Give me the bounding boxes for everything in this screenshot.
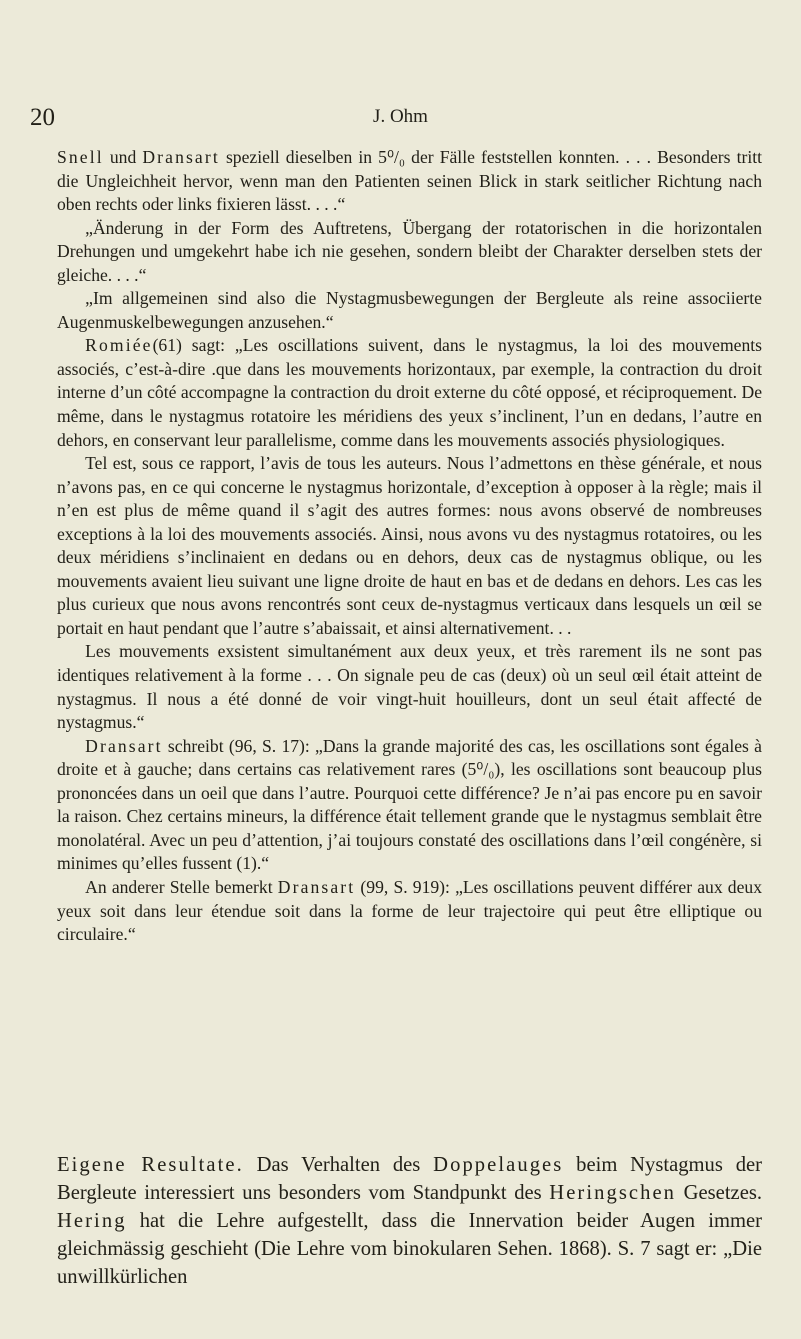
paragraph-6 — [57, 640, 762, 734]
running-head: J. Ohm — [373, 106, 428, 127]
paragraph-text: Das Verhalten des — [243, 1154, 434, 1176]
paragraph-4 — [57, 334, 762, 452]
paragraph-text: beim Nystagmus der Bergleute interessiert uns besonders vom Standpunkt des — [57, 1154, 762, 1204]
author-name: Heringschen — [549, 1182, 677, 1204]
author-name: Dransart — [85, 735, 163, 756]
paragraph-text: hat die Lehre aufgestellt, dass die Innervation beider Augen immer gleichmässig geschieht (Die Lehre vom binokularen Sehen. 1868). S. 7 sagt er: „Die unwillkürlichen — [57, 1210, 762, 1288]
paragraph-text: (99, S. 919): „Les oscillations peuvent différer aux deux yeux soit dans leur étendue soit dans la forme de leur trajectoire qui peut être elliptique ou circulaire.“ — [57, 876, 762, 945]
closing-section — [57, 1151, 762, 1291]
closing-paragraph — [57, 1151, 762, 1291]
paragraph-text: (61) sagt: „Les oscillations suivent, dans le nystagmus, la loi des mouvements associés, c’est-à-dire .que dans les mouvements horizontaux, par exemple, la contraction du droit interne d’un côté accompagne la contraction du droit externe du côté opposé, et réciproquement. De même, dans le nystagmus rotatoire les méridiens des yeux s’inclinent, l’un en dedans, l’autre en dehors, en conservant leur parallelisme, comme dans les mouvements associés physiologiques. — [57, 335, 762, 450]
author-name: Dransart — [277, 876, 356, 897]
page-number: 20 — [30, 104, 55, 131]
section-heading: Eigene Resultate. — [57, 1154, 244, 1176]
author-name: Romiée — [85, 335, 153, 356]
paragraph-text: Tel est, sous ce rapport, l’avis de tous les auteurs. Nous l’admettons en thèse générale, et nous n’avons pas, en ce qui concerne le nystagmus horizontale, d’exception à opposer à la règle; mais il n’en est plus de même quand il s’agit des autres formes: nous avons observé de nombreuses exceptions à la loi des mouvements associés. Ainsi, nous avons vu des nystagmus rotatoires, ou les deux méridiens s’inclinaient en dedans ou en dehors, deux cas de nystagmus oblique, ou les mouvements avaient lieu suivant une ligne droite de haut en bas et de dedans en dehors. Les cas les plus curieux que nous avons rencontrés sont ceux de-nystagmus verticaux dans lesquels un œil se portait en haut pendant que l’autre s’abaissait, et ainsi alternativement. . . — [57, 453, 762, 638]
paragraph-text: schreibt (96, S. 17): „Dans la grande majorité des cas, les oscillations sont égales à droite et à gauche; dans certains cas relativement rares (5⁰/₀), les oscillations sont beaucoup plus prononcées dans un oeil que dans l’autre. Pourquoi cette différence? Je n’ai pas encore pu en savoir la raison. Chez certains mineurs, la différence était tellement grande que le nystagmus semblait être monolatéral. Avec un peu d’attention, j’ai toujours constaté des oscillations dans l’œil congénère, si minimes qu’elles fussent (1).“ — [57, 735, 762, 874]
author-name: Dransart — [142, 147, 220, 167]
page-header — [0, 104, 801, 140]
paragraph-3 — [57, 287, 762, 334]
author-name: Snell — [57, 147, 104, 167]
paragraph-8 — [57, 876, 762, 947]
paragraph-text: „Im allgemeinen sind also die Nystagmusbewegungen der Bergleute als reine associierte Augenmuskelbewegungen anzusehen.“ — [57, 288, 762, 332]
paragraph-7 — [57, 735, 762, 876]
body-text — [57, 146, 762, 947]
emphasized-term: Doppelauges — [433, 1154, 564, 1176]
paragraph-text: An anderer Stelle bemerkt — [85, 876, 278, 897]
paragraph-text: Les mouvements exsistent simultanément aux deux yeux, et très rarement ils ne sont pas identiques relativement à la forme . . . On signale peu de cas (deux) où un seul œil était atteint de nystagmus. Il nous a été donné de voir vingt-huit houilleurs, dont un seul était affecté de nystagmus.“ — [57, 641, 762, 733]
paragraph-text: Gesetzes. — [676, 1182, 762, 1204]
author-name: Hering — [57, 1210, 127, 1232]
paragraph-text: „Änderung in der Form des Auftretens, Übergang der rotatorischen in die horizontalen Drehungen und umgekehrt habe ich nie gesehen, sondern bleibt der Charakter derselben stets der gleiche. . . .“ — [57, 217, 762, 285]
connector-text: und — [103, 147, 143, 167]
paragraph-5 — [57, 452, 762, 640]
paragraph-2 — [57, 217, 762, 288]
paragraph-1 — [57, 146, 762, 217]
paragraph-text: speziell dieselben in 5⁰/₀ der Fälle feststellen konnten. . . . Besonders tritt die Ungleichheit hervor, wenn man den Patienten seinen Blick in stark seitlicher Richtung nach oben rechts oder links fixieren lässt. . . .“ — [57, 147, 762, 215]
